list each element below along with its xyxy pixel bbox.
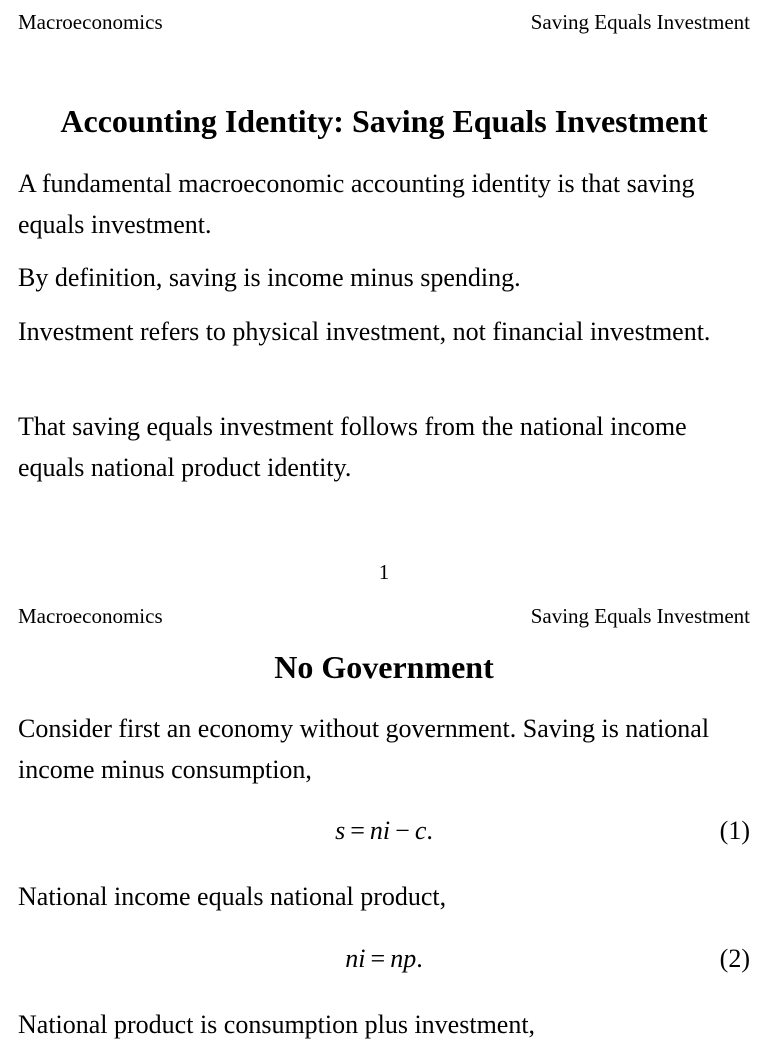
running-header-left: Macroeconomics	[18, 604, 163, 628]
equation-period: .	[426, 816, 433, 845]
page-number: 1	[378, 560, 390, 584]
equation-term: c	[414, 816, 427, 845]
equation-number: (2)	[719, 944, 750, 973]
equation-operator: −	[395, 816, 410, 845]
paragraph: National product is consumption plus investment,	[18, 1010, 536, 1039]
paragraph: By definition, saving is income minus spending.	[18, 263, 521, 292]
equation-operator: =	[370, 944, 386, 973]
paragraph: A fundamental macroeconomic accounting identity is that saving equals investment.	[18, 169, 695, 239]
section-title: No Government	[274, 649, 494, 685]
page-title: Accounting Identity: Saving Equals Investment	[60, 103, 708, 139]
equation-term: np	[390, 944, 417, 973]
paragraph: Investment refers to physical investment, not financial investment.	[18, 317, 711, 346]
equation-number: (1)	[719, 816, 750, 845]
paragraph: National income equals national product,	[18, 882, 447, 911]
paragraph: That saving equals investment follows from the national income equals national product identity.	[18, 412, 687, 482]
equation-operator: =	[350, 816, 365, 845]
running-header-left: Macroeconomics	[18, 10, 163, 34]
running-header-right: Saving Equals Investment	[530, 10, 750, 34]
running-header-right: Saving Equals Investment	[530, 604, 750, 628]
paragraph: Consider first an economy without government. Saving is national income minus consumption,	[18, 714, 710, 784]
equation-term: ni	[345, 944, 366, 973]
equation-2	[0, 944, 768, 974]
equation-term: s	[335, 816, 346, 845]
equation-term: ni	[369, 816, 391, 845]
equation-1	[0, 816, 768, 846]
equation-period: .	[416, 944, 423, 973]
